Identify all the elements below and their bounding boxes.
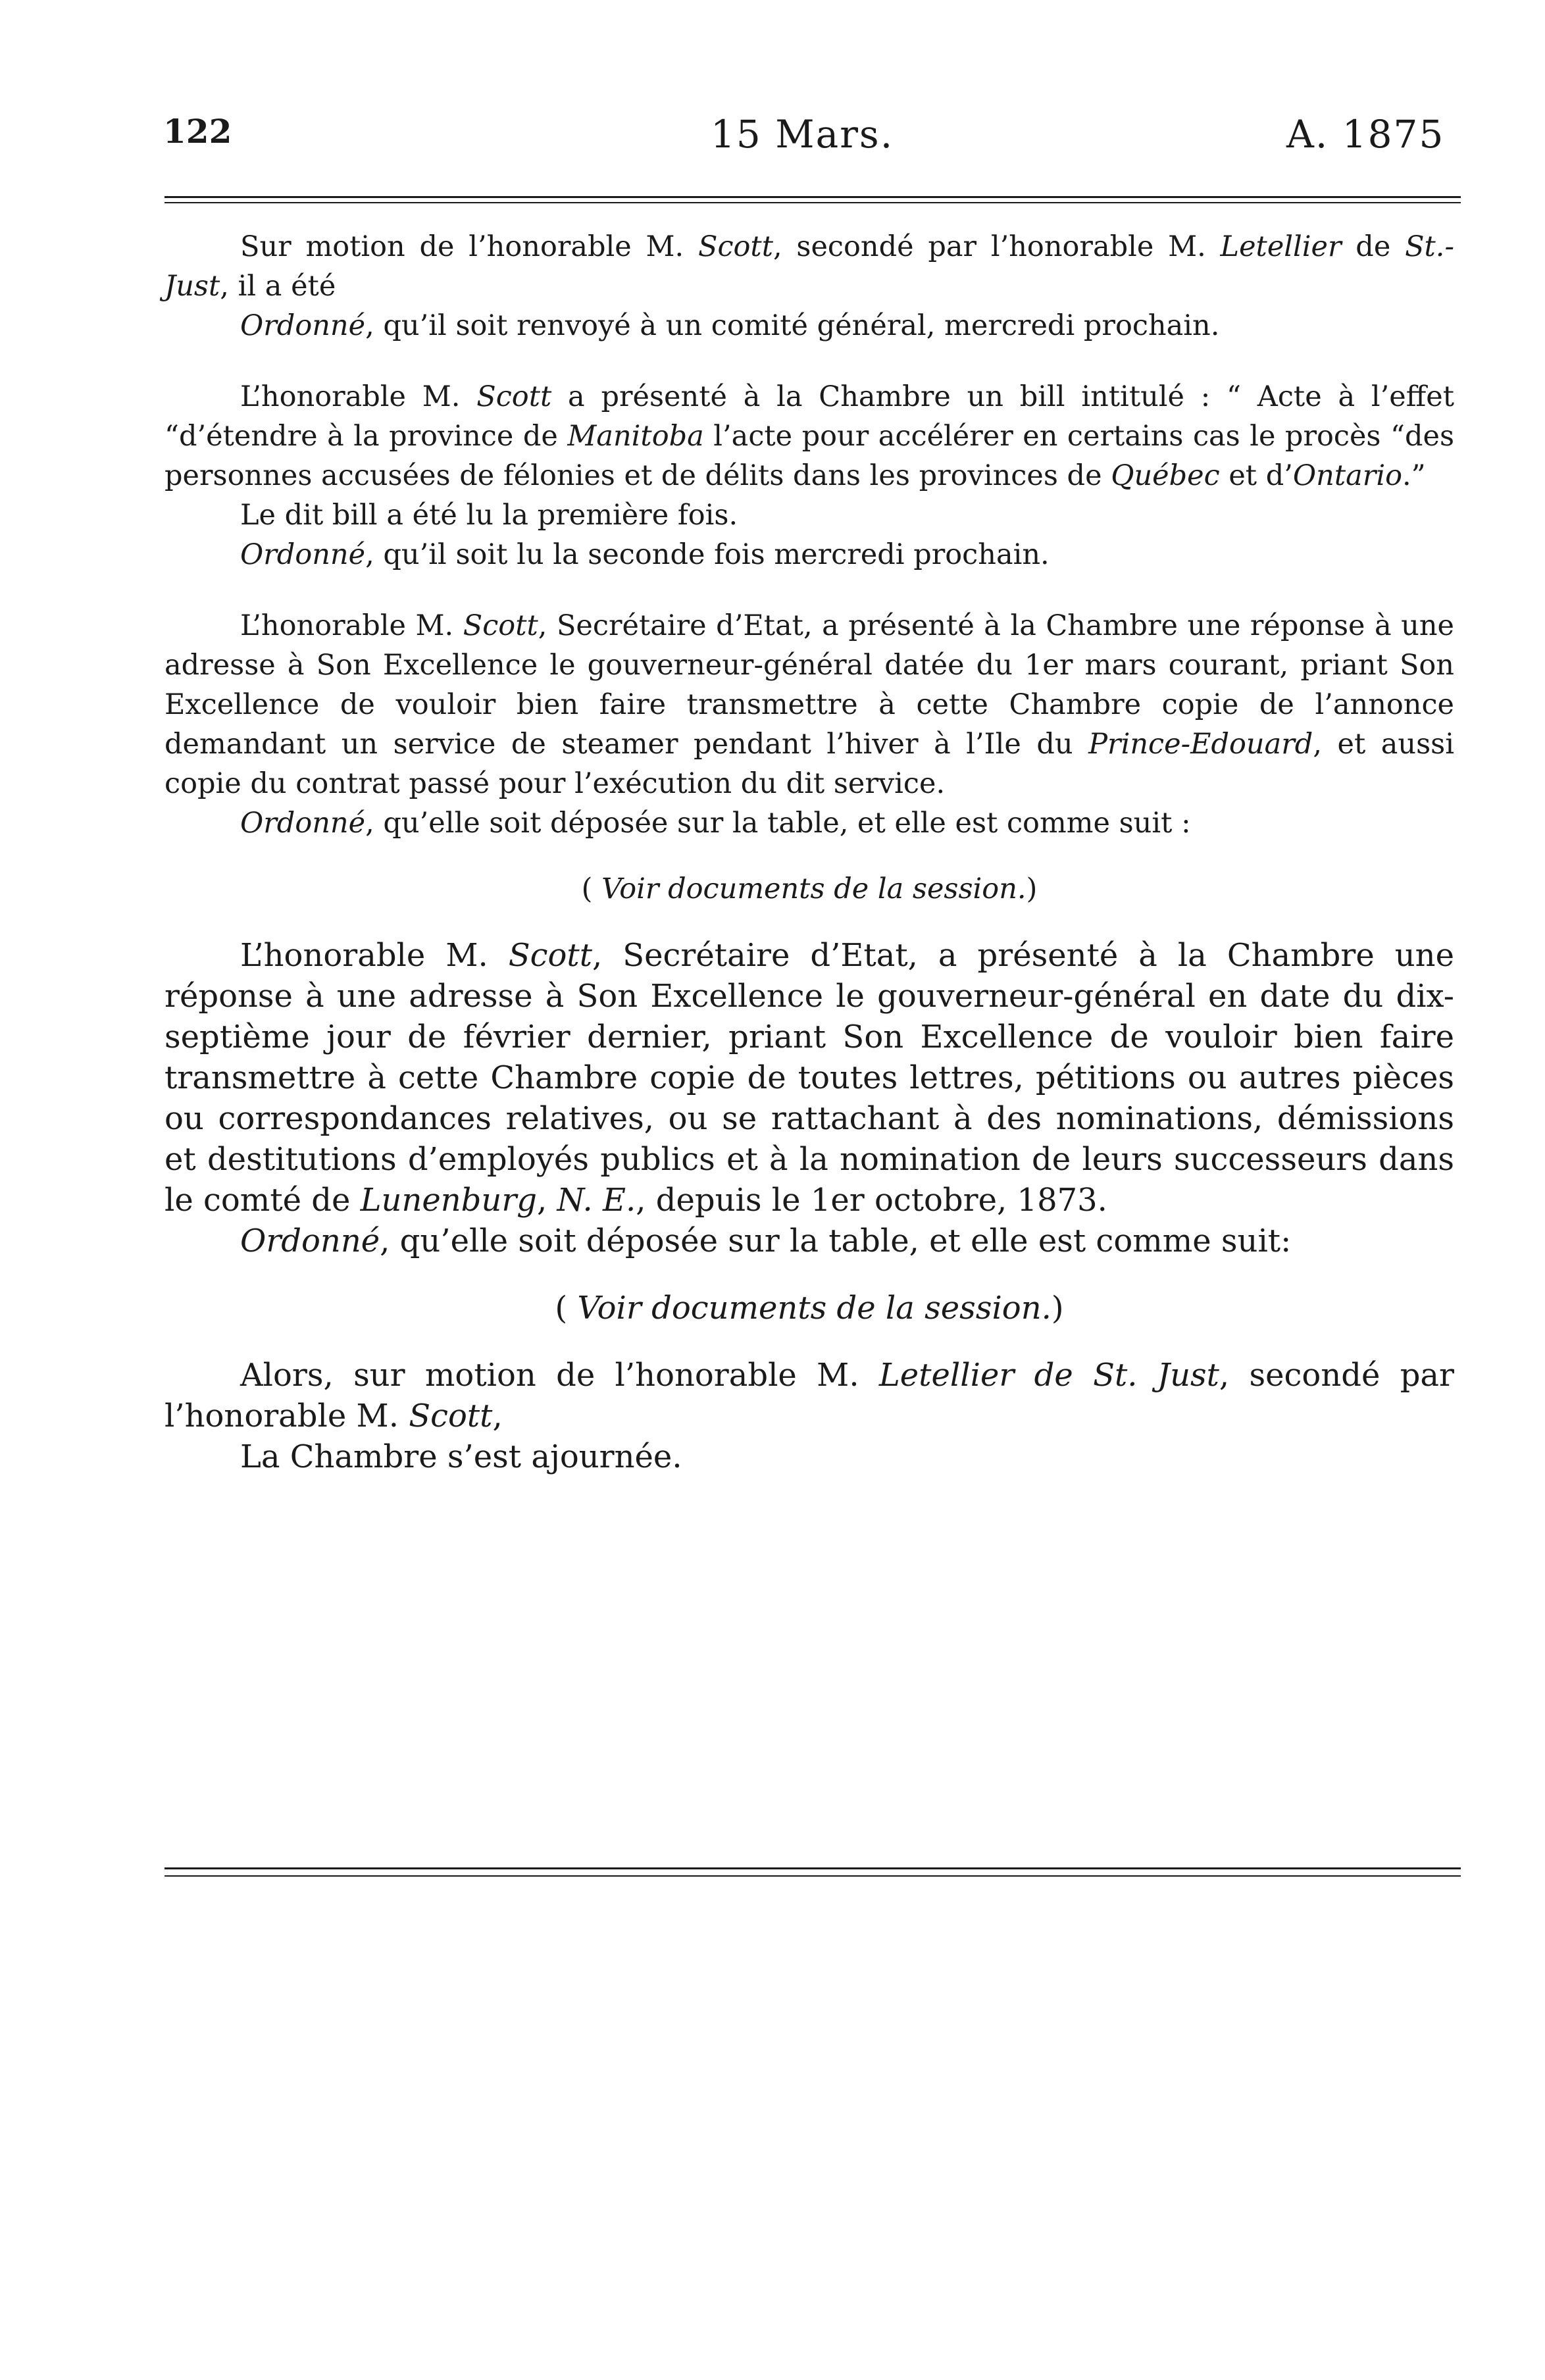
response-paragraph-2: L’honorable M. Scott, Secrétaire d’Etat, a présenté à la Chambre une réponse à une adresse à Son Excellence le gouverneur-général en date du dix-septième jour de février dernier, priant Son Excellence de vouloir bien faire transmettre à cette Chambre copie de toutes lettres, pétitions ou autres pièces ou correspondances relatives, ou se rattachant à des nominations, démissions et destitutions d’employés publics et à la nomination de leurs successeurs dans le comté de Lunenburg, N. E., depuis le 1er octobre, 1873. — [165, 937, 1454, 1219]
order-line-2: Ordonné, qu’il soit lu la seconde fois mercredi prochain. — [240, 538, 1050, 571]
response-paragraph-1: L’honorable M. Scott, Secrétaire d’Etat, a présenté à la Chambre une réponse à une adresse à Son Excellence le gouverneur-général datée du 1er mars courant, priant Son Excellence de vouloir bien faire transmettre à cette Chambre copie de l’annonce demandant un service de steamer pendant l’hiver à l’Ile du Prince-Edouard, et aussi copie du contrat passé pour l’exécution du dit service. — [165, 609, 1455, 800]
header-rule-bottom — [165, 202, 1461, 203]
page-header — [0, 112, 1545, 171]
voir-documents-note-2: ( Voir documents de la session.) — [555, 1290, 1064, 1327]
motion-paragraph-1: Sur motion de l’honorable M. Scott, secondé par l’honorable M. Letellier de St.-Just, il a été — [165, 230, 1454, 303]
adjournment-motion: Alors, sur motion de l’honorable M. Letellier de St. Just, secondé par l’honorable M. Scott, — [165, 1357, 1454, 1434]
order-line-1: Ordonné, qu’il soit renvoyé à un comité général, mercredi prochain. — [240, 309, 1220, 342]
adjournment-line: La Chambre s’est ajournée. — [240, 1438, 682, 1475]
bill-paragraph: L’honorable M. Scott a présenté à la Chambre un bill intitulé : “ Acte à l’effet “d’étendre à la province de Manitoba l’acte pour accélérer en certains cas le procès “des personnes accusées de félonies et de délits dans les provinces de Québec et d’Ontario.” — [165, 380, 1455, 492]
footer-rule-top — [165, 1867, 1461, 1869]
first-reading-line: Le dit bill a été lu la première fois. — [240, 499, 738, 532]
body-second-half — [165, 935, 1454, 1477]
header-date: 15 Mars. — [711, 112, 894, 157]
voir-documents-note-1: ( Voir documents de la session.) — [581, 873, 1038, 905]
page-body — [165, 227, 1454, 1477]
header-year: A. 1875 — [1286, 112, 1445, 157]
order-line-3: Ordonné, qu’elle soit déposée sur la table, et elle est comme suit : — [240, 807, 1191, 840]
footer-rule-bottom — [165, 1875, 1461, 1877]
order-line-4: Ordonné, qu’elle soit déposée sur la table, et elle est comme suit: — [240, 1223, 1292, 1259]
page-number: 122 — [163, 112, 232, 151]
header-rule-top — [165, 196, 1461, 198]
